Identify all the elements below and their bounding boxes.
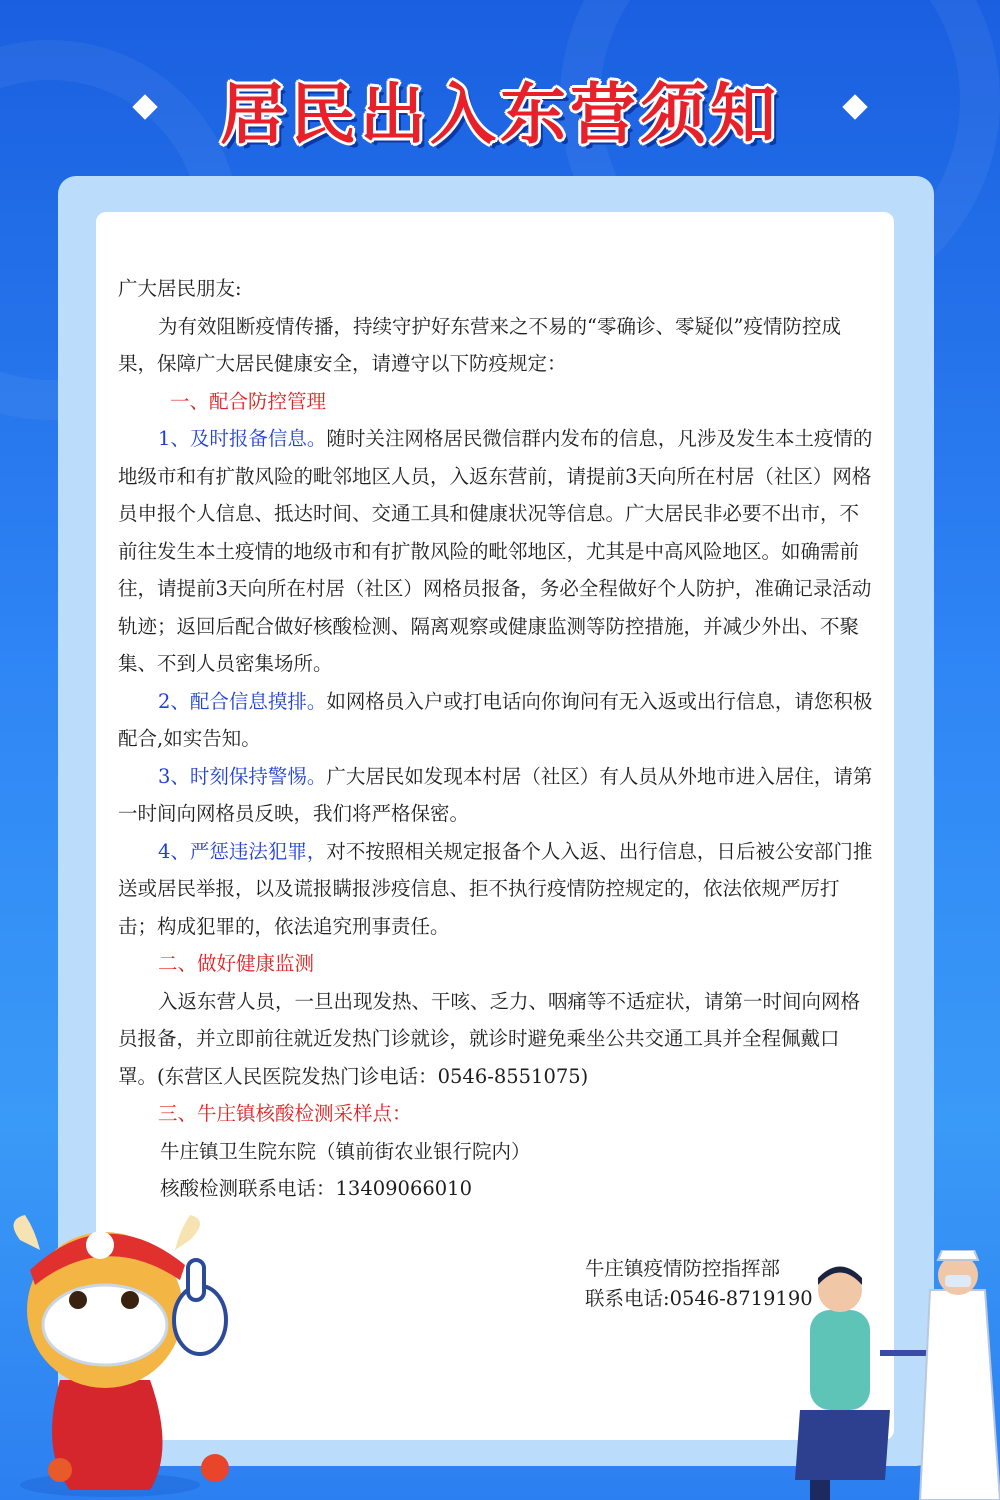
section1-item-3: [118, 758, 878, 833]
item-text: 如网格员入户或打电话向你询问有无入返或出行信息，请您积极配合,如实告知。: [118, 689, 873, 750]
section2-heading: 二、做好健康监测: [158, 952, 315, 975]
section1-item-1: [118, 420, 878, 683]
item-label: 3、时刻保持警惕。: [158, 764, 327, 788]
section1-item-4: [118, 833, 878, 946]
testing-site: 牛庄镇卫生院东院（镇前街农业银行院内）: [160, 1139, 531, 1163]
diamond-icon: [132, 94, 157, 119]
section1-heading: 一、配合防控管理: [170, 389, 327, 413]
vaccination-illustration-icon: [770, 1250, 1000, 1500]
signature-phone: 联系电话:0546-8719190: [585, 1287, 813, 1310]
notice-content: [118, 270, 878, 1208]
item-label: 4、严惩违法犯罪，: [158, 839, 327, 863]
signature-org: 牛庄镇疫情防控指挥部: [585, 1257, 781, 1280]
section1-item-2: [118, 683, 878, 758]
item-label: 1、及时报备信息。: [158, 427, 327, 450]
section3-heading: 三、牛庄镇核酸检测采样点：: [158, 1102, 412, 1125]
ox-mascot-icon: [0, 1200, 260, 1500]
intro-paragraph: 为有效阻断疫情传播，持续守护好东营来之不易的“零确诊、零疑似”疫情防控成果，保障广大居民健康安全，请遵守以下防疫规定：: [118, 314, 841, 375]
item-label: 2、配合信息摸排。: [158, 689, 327, 713]
section2-text: 入返东营人员，一旦出现发热、干咳、乏力、咽痛等不适症状，请第一时间向网格员报备，并立即前往就近发热门诊就诊，就诊时避免乘坐公共交通工具并全程佩戴口罩。(东营区人民医院发热门诊电话：0546-8551075): [118, 989, 861, 1088]
title-banner: [130, 66, 870, 153]
item-text: 随时关注网格居民微信群内发布的信息，凡涉及发生本土疫情的地级市和有扩散风险的毗邻地区人员，入返东营前，请提前3天向所在村居（社区）网格员申报个人信息、抵达时间、交通工具和健康状况等信息。广大居民非必要不出市，不前往发生本土疫情的地级市和有扩散风险的毗邻地区，尤其是中高风险地区。如确需前往，请提前3天向所在村居（社区）网格员报备，务必全程做好个人防护，准确记录活动轨迹；返回后配合做好核酸检测、隔离观察或健康监测等防控措施，并减少外出、不聚集、不到人员密集场所。: [118, 427, 873, 675]
testing-phone: 核酸检测联系电话：13409066010: [160, 1177, 472, 1200]
item-text: 广大居民如发现本村居（社区）有人员从外地市进入居住，请第一时间向网格员反映，我们将严格保密。: [118, 764, 873, 825]
page-title: 居民出入东营须知: [220, 75, 780, 153]
item-text: 对不按照相关规定报备个人入返、出行信息，日后被公安部门推送或居民举报，以及谎报瞒报涉疫信息、拒不执行疫情防控规定的，依法依规严厉打击；构成犯罪的，依法追究刑事责任。: [118, 839, 873, 938]
greeting: 广大居民朋友:: [118, 277, 242, 300]
diamond-icon: [842, 94, 867, 119]
